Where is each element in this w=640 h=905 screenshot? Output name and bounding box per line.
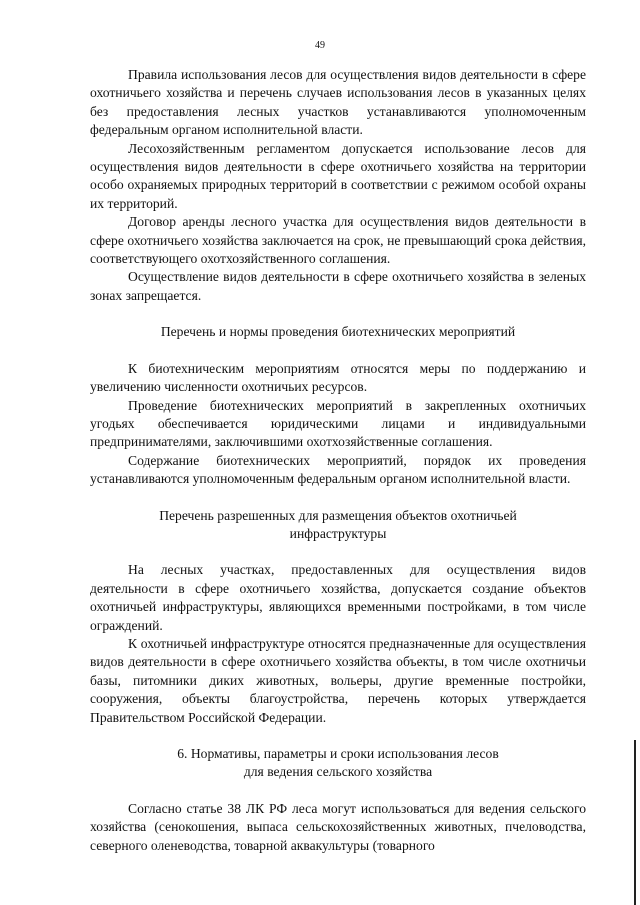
heading-line-2: для ведения сельского хозяйства <box>243 764 433 780</box>
scan-edge-line <box>634 740 636 905</box>
section-heading-infrastructure <box>90 507 586 544</box>
heading-line-1: Перечень разрешенных для размещения объектов охотничьей <box>159 507 517 523</box>
heading-line: Перечень и нормы проведения биотехнических мероприятий <box>160 324 516 340</box>
paragraph-biotechnical-provision: Проведение биотехнических мероприятий в закрепленных охотничьих угодьях обеспечивается юридическими лицами и индивидуальными предпринимателями, заключившими охотхозяйственные соглашения. <box>90 397 586 450</box>
paragraph-infrastructure-creation: На лесных участках, предоставленных для осуществления видов деятельности в сфере охотничьего хозяйства, допускается создание объектов охотничьей инфраструктуры, являющихся временными постройками, в том числе ограждений. <box>90 562 586 633</box>
section-heading-biotechnical <box>90 323 586 341</box>
paragraph-lease-term: Договор аренды лесного участка для осуществления видов деятельности в сфере охотничьего хозяйства заключается на срок, не превышающий срока действия, соответствующего охотхозяйственного соглашения. <box>90 214 586 267</box>
document-body <box>90 66 586 855</box>
paragraph-protected-territories: Лесохозяйственным регламентом допускается использование лесов для осуществления видов деятельности в сфере охотничьего хозяйства на территории особо охраняемых природных территорий в соответствии с режимом особой охраны их территорий. <box>90 140 586 211</box>
paragraph-biotechnical-measures: К биотехническим мероприятиям относятся меры по поддержанию и увеличению численности охотничьих ресурсов. <box>90 360 586 395</box>
heading-line-2: инфраструктуры <box>289 525 387 541</box>
paragraph-agriculture-use: Согласно статье 38 ЛК РФ леса могут использоваться для ведения сельского хозяйства (сенокошения, выпаса сельскохозяйственных животных, пчеловодства, северного оленеводства, товарной аквакультуры (товарного <box>90 800 586 853</box>
heading-line-1: 6. Нормативы, параметры и сроки использования лесов <box>177 746 499 761</box>
section-heading-agriculture <box>90 745 586 782</box>
paragraph-hunting-rules: Правила использования лесов для осуществления видов деятельности в сфере охотничьего хозяйства и перечень случаев использования лесов в указанных целях без предоставления лесных участков устанавливаются уполномоченным федеральным органом исполнительной власти. <box>90 67 586 138</box>
page-number: 49 <box>315 40 325 51</box>
paragraph-green-zones: Осуществление видов деятельности в сфере охотничьего хозяйства в зеленых зонах запрещается. <box>90 269 586 303</box>
paragraph-infrastructure-objects: К охотничьей инфраструктуре относятся предназначенные для осуществления видов деятельности в сфере охотничьего хозяйства объекты, в том числе охотничьи базы, питомники диких животных, вольеры, другие временные постройки, сооружения, объекты благоустройства, перечень которых утверждается Правительством Российской Федерации. <box>90 635 586 725</box>
paragraph-biotechnical-content: Содержание биотехнических мероприятий, порядок их проведения устанавливаются уполномоченным федеральным органом исполнительной власти. <box>90 452 586 487</box>
